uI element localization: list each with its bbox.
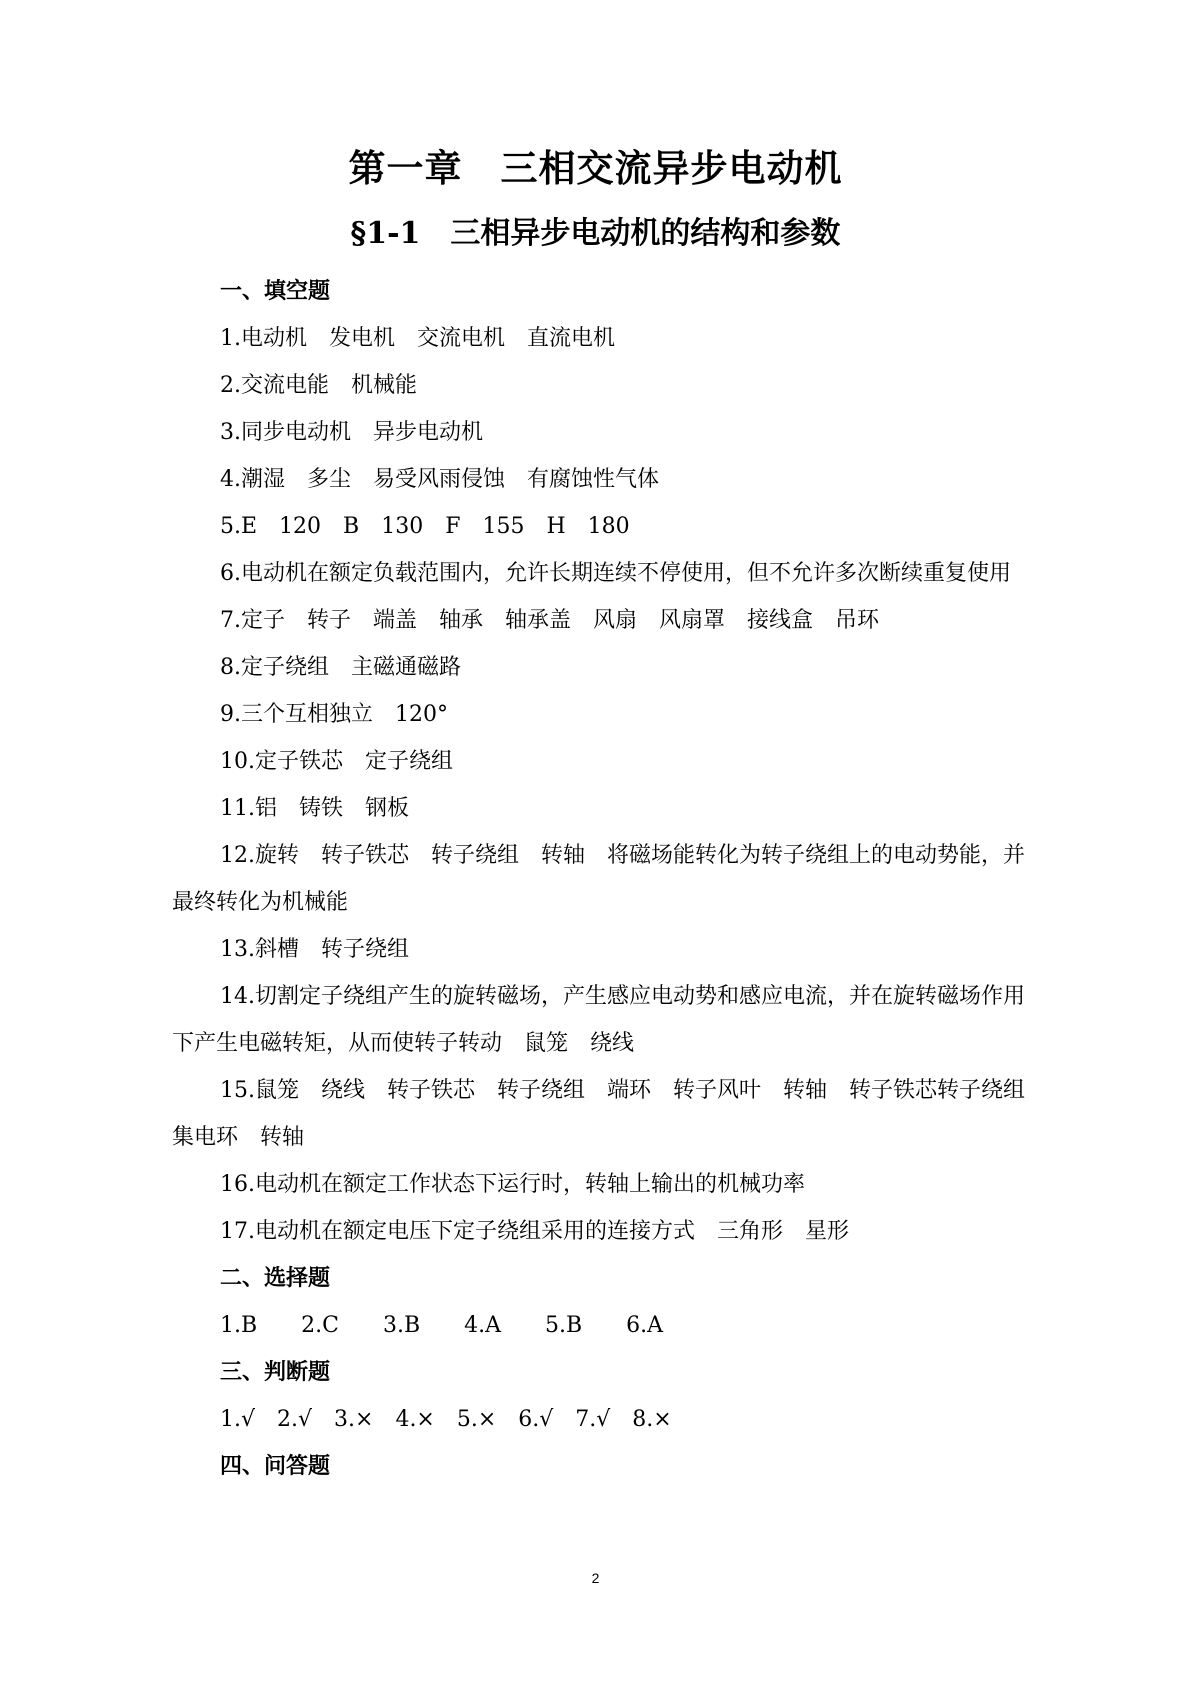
fill-blank-item: 11.铝 铸铁 钢板: [220, 796, 409, 821]
judgment-heading: 三、判断题: [220, 1359, 331, 1385]
page-number: 2: [591, 1570, 600, 1586]
fill-blank-item: 17.电动机在额定电压下定子绕组采用的连接方式 三角形 星形: [220, 1219, 849, 1244]
fill-blank-item: 12.旋转 转子铁芯 转子绕组 转轴 将磁场能转化为转子绕组上的电动势能，并最终转化为机械能: [172, 843, 1025, 915]
judgment-answers: 1.√ 2.√ 3.× 4.× 5.× 6.√ 7.√ 8.×: [220, 1407, 672, 1432]
qa-heading: 四、问答题: [220, 1453, 331, 1479]
fill-blank-item: 6.电动机在额定负载范围内，允许长期连续不停使用，但不允许多次断续重复使用: [220, 561, 1011, 586]
section-title: §1-1 三相异步电动机的结构和参数: [350, 216, 841, 251]
fill-blank-item: 1.电动机 发电机 交流电机 直流电机: [220, 326, 615, 351]
fill-blank-item: 7.定子 转子 端盖 轴承 轴承盖 风扇 风扇罩 接线盒 吊环: [220, 608, 879, 633]
fill-blank-item: 13.斜槽 转子绕组: [220, 937, 409, 962]
fill-blank-item: 5.E 120 B 130 F 155 H 180: [220, 514, 630, 539]
fill-blank-item: 9.三个互相独立 120°: [220, 702, 448, 727]
choice-heading: 二、选择题: [220, 1265, 331, 1291]
fill-blank-item: 10.定子铁芯 定子绕组: [220, 749, 453, 774]
fill-blank-item: 14.切割定子绕组产生的旋转磁场，产生感应电动势和感应电流，并在旋转磁场作用下产生电磁转矩，从而使转子转动 鼠笼 绕线: [172, 984, 1025, 1056]
choice-answers: 1.B 2.C 3.B 4.A 5.B 6.A: [220, 1313, 664, 1338]
fill-blank-item: 2.交流电能 机械能: [220, 373, 417, 398]
fill-blank-item: 15.鼠笼 绕线 转子铁芯 转子绕组 端环 转子风叶 转轴 转子铁芯转子绕组 集电环 转轴: [172, 1078, 1048, 1150]
fill-blank-item: 4.潮湿 多尘 易受风雨侵蚀 有腐蚀性气体: [220, 467, 659, 492]
chapter-title: 第一章 三相交流异步电动机: [348, 146, 843, 190]
fill-blank-item: 16.电动机在额定工作状态下运行时，转轴上输出的机械功率: [220, 1172, 805, 1197]
fill-blank-item: 8.定子绕组 主磁通磁路: [220, 655, 461, 680]
answer-content: [172, 268, 1048, 1490]
fill-blank-heading: 一、填空题: [220, 278, 331, 304]
fill-blank-item: 3.同步电动机 异步电动机: [220, 420, 483, 445]
